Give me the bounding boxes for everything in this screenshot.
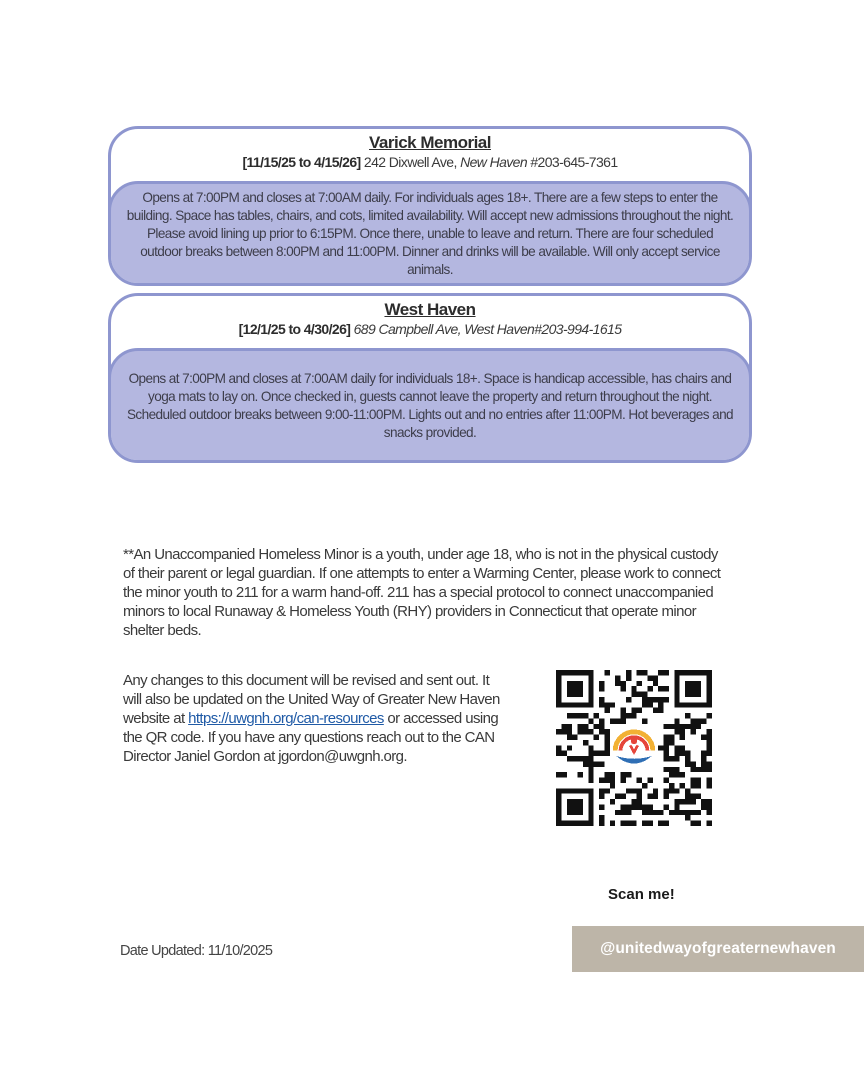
qr-module — [642, 718, 647, 723]
qr-module — [664, 686, 669, 691]
qr-module — [658, 686, 663, 691]
qr-module — [664, 788, 669, 793]
qr-module — [696, 767, 701, 772]
qr-module — [674, 799, 679, 804]
card-subtitle — [111, 153, 749, 171]
qr-module — [626, 810, 631, 815]
changes-text-after: or accessed using the QR code. If you have any questions reach out to the CAN Director Janiel Gordon at jgordon@uwgnh.org. — [123, 710, 499, 765]
qr-module — [642, 810, 647, 815]
qr-module — [696, 724, 701, 729]
shelter-card-varick — [108, 126, 752, 286]
qr-module — [690, 729, 695, 734]
qr-module — [674, 751, 679, 756]
qr-module — [664, 756, 669, 761]
qr-module — [604, 670, 609, 675]
qr-module — [599, 681, 604, 686]
card-address: 242 Dixwell Ave, — [363, 154, 457, 170]
qr-module — [604, 735, 609, 740]
qr-module — [690, 724, 695, 729]
qr-module — [572, 756, 577, 761]
qr-module — [621, 718, 626, 723]
qr-module — [696, 778, 701, 783]
qr-module — [583, 729, 588, 734]
qr-module — [653, 810, 658, 815]
qr-module — [669, 767, 674, 772]
qr-module — [669, 735, 674, 740]
qr-module — [664, 740, 669, 745]
qr-module — [631, 686, 636, 691]
qr-module — [556, 772, 561, 777]
qr-module — [588, 756, 593, 761]
card-body-text: Opens at 7:00PM and closes at 7:00AM daily for individuals 18+. Space is handicap accessible, has chairs and yoga mats to lay on. Once checked in, guests cannot leave the property and return throughout the night. Scheduled outdoor breaks between 9:00-11:00PM. Lights out and no entries after 11:00PM. Hot beverages and snacks provided. — [126, 370, 734, 440]
qr-module — [690, 761, 695, 766]
card-city: New Haven — [460, 154, 528, 170]
qr-module — [674, 724, 679, 729]
card-dates: [12/1/25 to 4/30/26] — [238, 321, 351, 337]
qr-module — [604, 745, 609, 750]
qr-module — [567, 713, 572, 718]
qr-module — [690, 794, 695, 799]
qr-module — [637, 788, 642, 793]
qr-module — [664, 697, 669, 702]
social-handle-text: @unitedwayofgreaternewhaven — [600, 940, 836, 957]
qr-module — [599, 794, 604, 799]
qr-module — [642, 804, 647, 809]
qr-module — [690, 810, 695, 815]
changes-text-before: Any changes to this document will be revised and sent out. It will also be updated on the United Way of Greater New Haven website at — [123, 672, 500, 727]
qr-module — [685, 788, 690, 793]
qr-module — [680, 799, 685, 804]
qr-module — [599, 724, 604, 729]
qr-module — [685, 713, 690, 718]
qr-module — [707, 735, 712, 740]
qr-module — [637, 692, 642, 697]
qr-module — [637, 804, 642, 809]
qr-module — [701, 799, 706, 804]
qr-code-icon[interactable] — [556, 670, 712, 826]
qr-module — [615, 675, 620, 680]
qr-module — [626, 670, 631, 675]
qr-module — [685, 751, 690, 756]
qr-module — [626, 804, 631, 809]
card-body — [108, 181, 752, 286]
qr-module — [626, 697, 631, 702]
qr-module — [610, 772, 615, 777]
qr-module — [664, 735, 669, 740]
qr-module — [701, 767, 706, 772]
qr-module — [604, 740, 609, 745]
qr-module — [707, 767, 712, 772]
qr-module — [664, 821, 669, 826]
qr-module — [669, 783, 674, 788]
qr-module — [615, 718, 620, 723]
qr-module — [674, 788, 679, 793]
qr-module — [674, 729, 679, 734]
qr-module — [631, 788, 636, 793]
qr-module — [685, 815, 690, 820]
qr-module — [707, 740, 712, 745]
qr-module — [680, 735, 685, 740]
qr-module — [588, 745, 593, 750]
qr-module — [701, 761, 706, 766]
qr-module — [658, 810, 663, 815]
qr-module — [647, 702, 652, 707]
qr-module — [621, 681, 626, 686]
qr-module — [578, 713, 583, 718]
qr-module — [664, 670, 669, 675]
qr-module — [669, 810, 674, 815]
qr-module — [680, 810, 685, 815]
qr-module — [707, 778, 712, 783]
qr-module — [653, 697, 658, 702]
qr-module — [631, 821, 636, 826]
qr-module — [653, 708, 658, 713]
card-city: West Haven — [464, 321, 535, 337]
qr-module — [583, 724, 588, 729]
qr-module — [572, 713, 577, 718]
qr-module — [669, 724, 674, 729]
card-body-text: Opens at 7:00PM and closes at 7:00AM daily. For individuals ages 18+. There are a few steps to enter the building. Space has tables, chairs, and cots, limited availability. Will accept new admissions throughout the night. Please avoid lining up prior to 6:15PM. Once there, unable to leave and return. There are four scheduled outdoor breaks between 8:00PM and 11:00PM. Dinner and drinks will be available. Will only accept service animals. — [126, 189, 734, 277]
qr-module — [647, 675, 652, 680]
qr-module — [658, 702, 663, 707]
qr-module — [588, 751, 593, 756]
qr-module — [594, 751, 599, 756]
qr-module — [685, 761, 690, 766]
qr-module — [653, 794, 658, 799]
qr-module — [599, 788, 604, 793]
qr-module — [610, 821, 615, 826]
qr-module — [680, 729, 685, 734]
card-body — [108, 348, 752, 463]
card-address: 689 Campbell Ave, — [353, 321, 461, 337]
qr-module — [669, 756, 674, 761]
qr-module — [599, 697, 604, 702]
qr-module — [599, 686, 604, 691]
qr-module — [588, 729, 593, 734]
qr-module — [621, 804, 626, 809]
qr-module — [642, 783, 647, 788]
qr-module — [680, 772, 685, 777]
card-dates: [11/15/25 to 4/15/26] — [242, 154, 361, 170]
qr-module — [669, 772, 674, 777]
minor-note — [123, 545, 723, 640]
qr-module — [610, 718, 615, 723]
card-phone: #203-994-1615 — [534, 321, 622, 337]
qr-module — [594, 761, 599, 766]
qr-module — [690, 799, 695, 804]
qr-module — [653, 681, 658, 686]
qr-module — [567, 745, 572, 750]
qr-module — [599, 778, 604, 783]
qr-module — [685, 799, 690, 804]
qr-module — [658, 745, 663, 750]
qr-module — [621, 713, 626, 718]
qr-module — [690, 778, 695, 783]
qr-module — [653, 788, 658, 793]
qr-module — [621, 794, 626, 799]
qr-module — [658, 821, 663, 826]
qr-module — [690, 767, 695, 772]
qr-module — [707, 810, 712, 815]
qr-module — [674, 804, 679, 809]
qr-module — [707, 799, 712, 804]
card-title: West Haven — [384, 300, 476, 319]
qr-module — [690, 821, 695, 826]
qr-module — [561, 751, 566, 756]
qr-module — [707, 745, 712, 750]
date-updated: Date Updated: 11/10/2025 — [120, 943, 273, 959]
qr-module — [615, 810, 620, 815]
qr-module — [588, 761, 593, 766]
qr-module — [599, 804, 604, 809]
qr-module — [621, 772, 626, 777]
qr-module — [631, 708, 636, 713]
qr-module — [556, 751, 561, 756]
qr-module — [664, 794, 669, 799]
qr-module — [599, 761, 604, 766]
qr-module — [615, 681, 620, 686]
qr-module — [594, 713, 599, 718]
qr-module — [669, 788, 674, 793]
qr-module — [631, 692, 636, 697]
qr-module — [701, 735, 706, 740]
qr-module — [599, 821, 604, 826]
qr-module — [680, 745, 685, 750]
qr-module — [653, 675, 658, 680]
qr-module — [604, 772, 609, 777]
qr-module — [647, 686, 652, 691]
qr-module — [567, 735, 572, 740]
qr-module — [599, 729, 604, 734]
qr-module — [696, 810, 701, 815]
qr-module — [707, 804, 712, 809]
resources-link[interactable]: https://uwgnh.org/can-resources — [188, 710, 384, 727]
qr-module — [642, 821, 647, 826]
card-title: Varick Memorial — [369, 133, 491, 152]
qr-module — [658, 708, 663, 713]
qr-module — [642, 692, 647, 697]
qr-module — [599, 718, 604, 723]
qr-module — [599, 815, 604, 820]
qr-module — [621, 821, 626, 826]
qr-module — [588, 767, 593, 772]
card-header — [111, 129, 749, 171]
qr-module — [561, 724, 566, 729]
qr-module — [690, 718, 695, 723]
qr-module — [561, 772, 566, 777]
qr-module — [588, 718, 593, 723]
qr-module — [647, 697, 652, 702]
qr-module — [696, 718, 701, 723]
qr-module — [615, 794, 620, 799]
qr-module — [696, 821, 701, 826]
qr-module — [637, 670, 642, 675]
changes-note — [123, 671, 503, 766]
minor-note-text: **An Unaccompanied Homeless Minor is a youth, under age 18, who is not in the physical custody of their parent or legal guardian. If one attempts to enter a Warming Center, please work to connect the minor youth to 211 for a warm hand-off. 211 has a special protocol to connect unaccompanied minors to local Runaway & Homeless Youth (RHY) providers in Connecticut that operate minor shelter beds. — [123, 546, 721, 639]
qr-module — [658, 670, 663, 675]
qr-module — [674, 718, 679, 723]
qr-module — [696, 783, 701, 788]
qr-module — [674, 745, 679, 750]
qr-module — [664, 767, 669, 772]
qr-module — [578, 724, 583, 729]
qr-module — [561, 729, 566, 734]
qr-module — [594, 724, 599, 729]
qr-module — [599, 751, 604, 756]
qr-module — [631, 713, 636, 718]
qr-module — [583, 756, 588, 761]
qr-module — [685, 794, 690, 799]
qr-module — [658, 697, 663, 702]
qr-module — [626, 788, 631, 793]
qr-module — [604, 729, 609, 734]
qr-module — [583, 713, 588, 718]
qr-module — [696, 794, 701, 799]
qr-module — [567, 729, 572, 734]
qr-module — [626, 821, 631, 826]
qr-module — [674, 772, 679, 777]
qr-module — [631, 799, 636, 804]
qr-module — [669, 740, 674, 745]
qr-module — [674, 767, 679, 772]
qr-module — [610, 799, 615, 804]
qr-module — [685, 724, 690, 729]
qr-module — [664, 804, 669, 809]
qr-module — [664, 751, 669, 756]
qr-module — [583, 740, 588, 745]
qr-module — [637, 708, 642, 713]
qr-module — [680, 724, 685, 729]
scan-me-label: Scan me! — [608, 886, 675, 903]
qr-module — [594, 735, 599, 740]
qr-module — [664, 724, 669, 729]
qr-module — [674, 756, 679, 761]
qr-module — [647, 821, 652, 826]
qr-module — [567, 724, 572, 729]
qr-module — [626, 675, 631, 680]
card-header — [111, 296, 749, 338]
qr-module — [690, 783, 695, 788]
qr-module — [556, 729, 561, 734]
qr-module — [707, 713, 712, 718]
qr-module — [604, 778, 609, 783]
qr-module — [588, 772, 593, 777]
qr-module — [707, 751, 712, 756]
qr-module — [578, 772, 583, 777]
qr-module — [631, 804, 636, 809]
qr-module — [604, 751, 609, 756]
shelter-card-west-haven — [108, 293, 752, 463]
qr-module — [642, 670, 647, 675]
qr-module — [701, 804, 706, 809]
qr-module — [610, 783, 615, 788]
card-phone: #203-645-7361 — [530, 154, 618, 170]
qr-module — [621, 708, 626, 713]
qr-module — [637, 794, 642, 799]
qr-module — [567, 756, 572, 761]
qr-module — [707, 783, 712, 788]
qr-module — [637, 681, 642, 686]
qr-module — [604, 708, 609, 713]
qr-module — [647, 794, 652, 799]
qr-module — [604, 702, 609, 707]
qr-module — [621, 778, 626, 783]
qr-module — [647, 778, 652, 783]
qr-module — [707, 729, 712, 734]
qr-module — [626, 772, 631, 777]
qr-module — [664, 745, 669, 750]
qr-module — [685, 756, 690, 761]
qr-module — [621, 810, 626, 815]
qr-module — [647, 804, 652, 809]
qr-module — [588, 778, 593, 783]
qr-module — [701, 718, 706, 723]
qr-module — [556, 745, 561, 750]
qr-module — [642, 702, 647, 707]
qr-module — [610, 778, 615, 783]
qr-module — [572, 735, 577, 740]
qr-module — [647, 810, 652, 815]
qr-module — [664, 778, 669, 783]
qr-module — [685, 810, 690, 815]
qr-module — [626, 713, 631, 718]
qr-module — [604, 788, 609, 793]
card-subtitle — [111, 320, 749, 338]
qr-module — [701, 751, 706, 756]
qr-module — [621, 686, 626, 691]
qr-module — [680, 751, 685, 756]
qr-module — [707, 821, 712, 826]
qr-module — [674, 810, 679, 815]
qr-module — [578, 756, 583, 761]
qr-module — [583, 761, 588, 766]
qr-module — [637, 778, 642, 783]
qr-module — [701, 756, 706, 761]
qr-module — [599, 702, 604, 707]
qr-module — [707, 761, 712, 766]
qr-module — [578, 729, 583, 734]
qr-module — [642, 697, 647, 702]
qr-module — [680, 783, 685, 788]
social-handle-banner — [572, 926, 864, 972]
qr-module — [610, 702, 615, 707]
qr-module — [637, 799, 642, 804]
